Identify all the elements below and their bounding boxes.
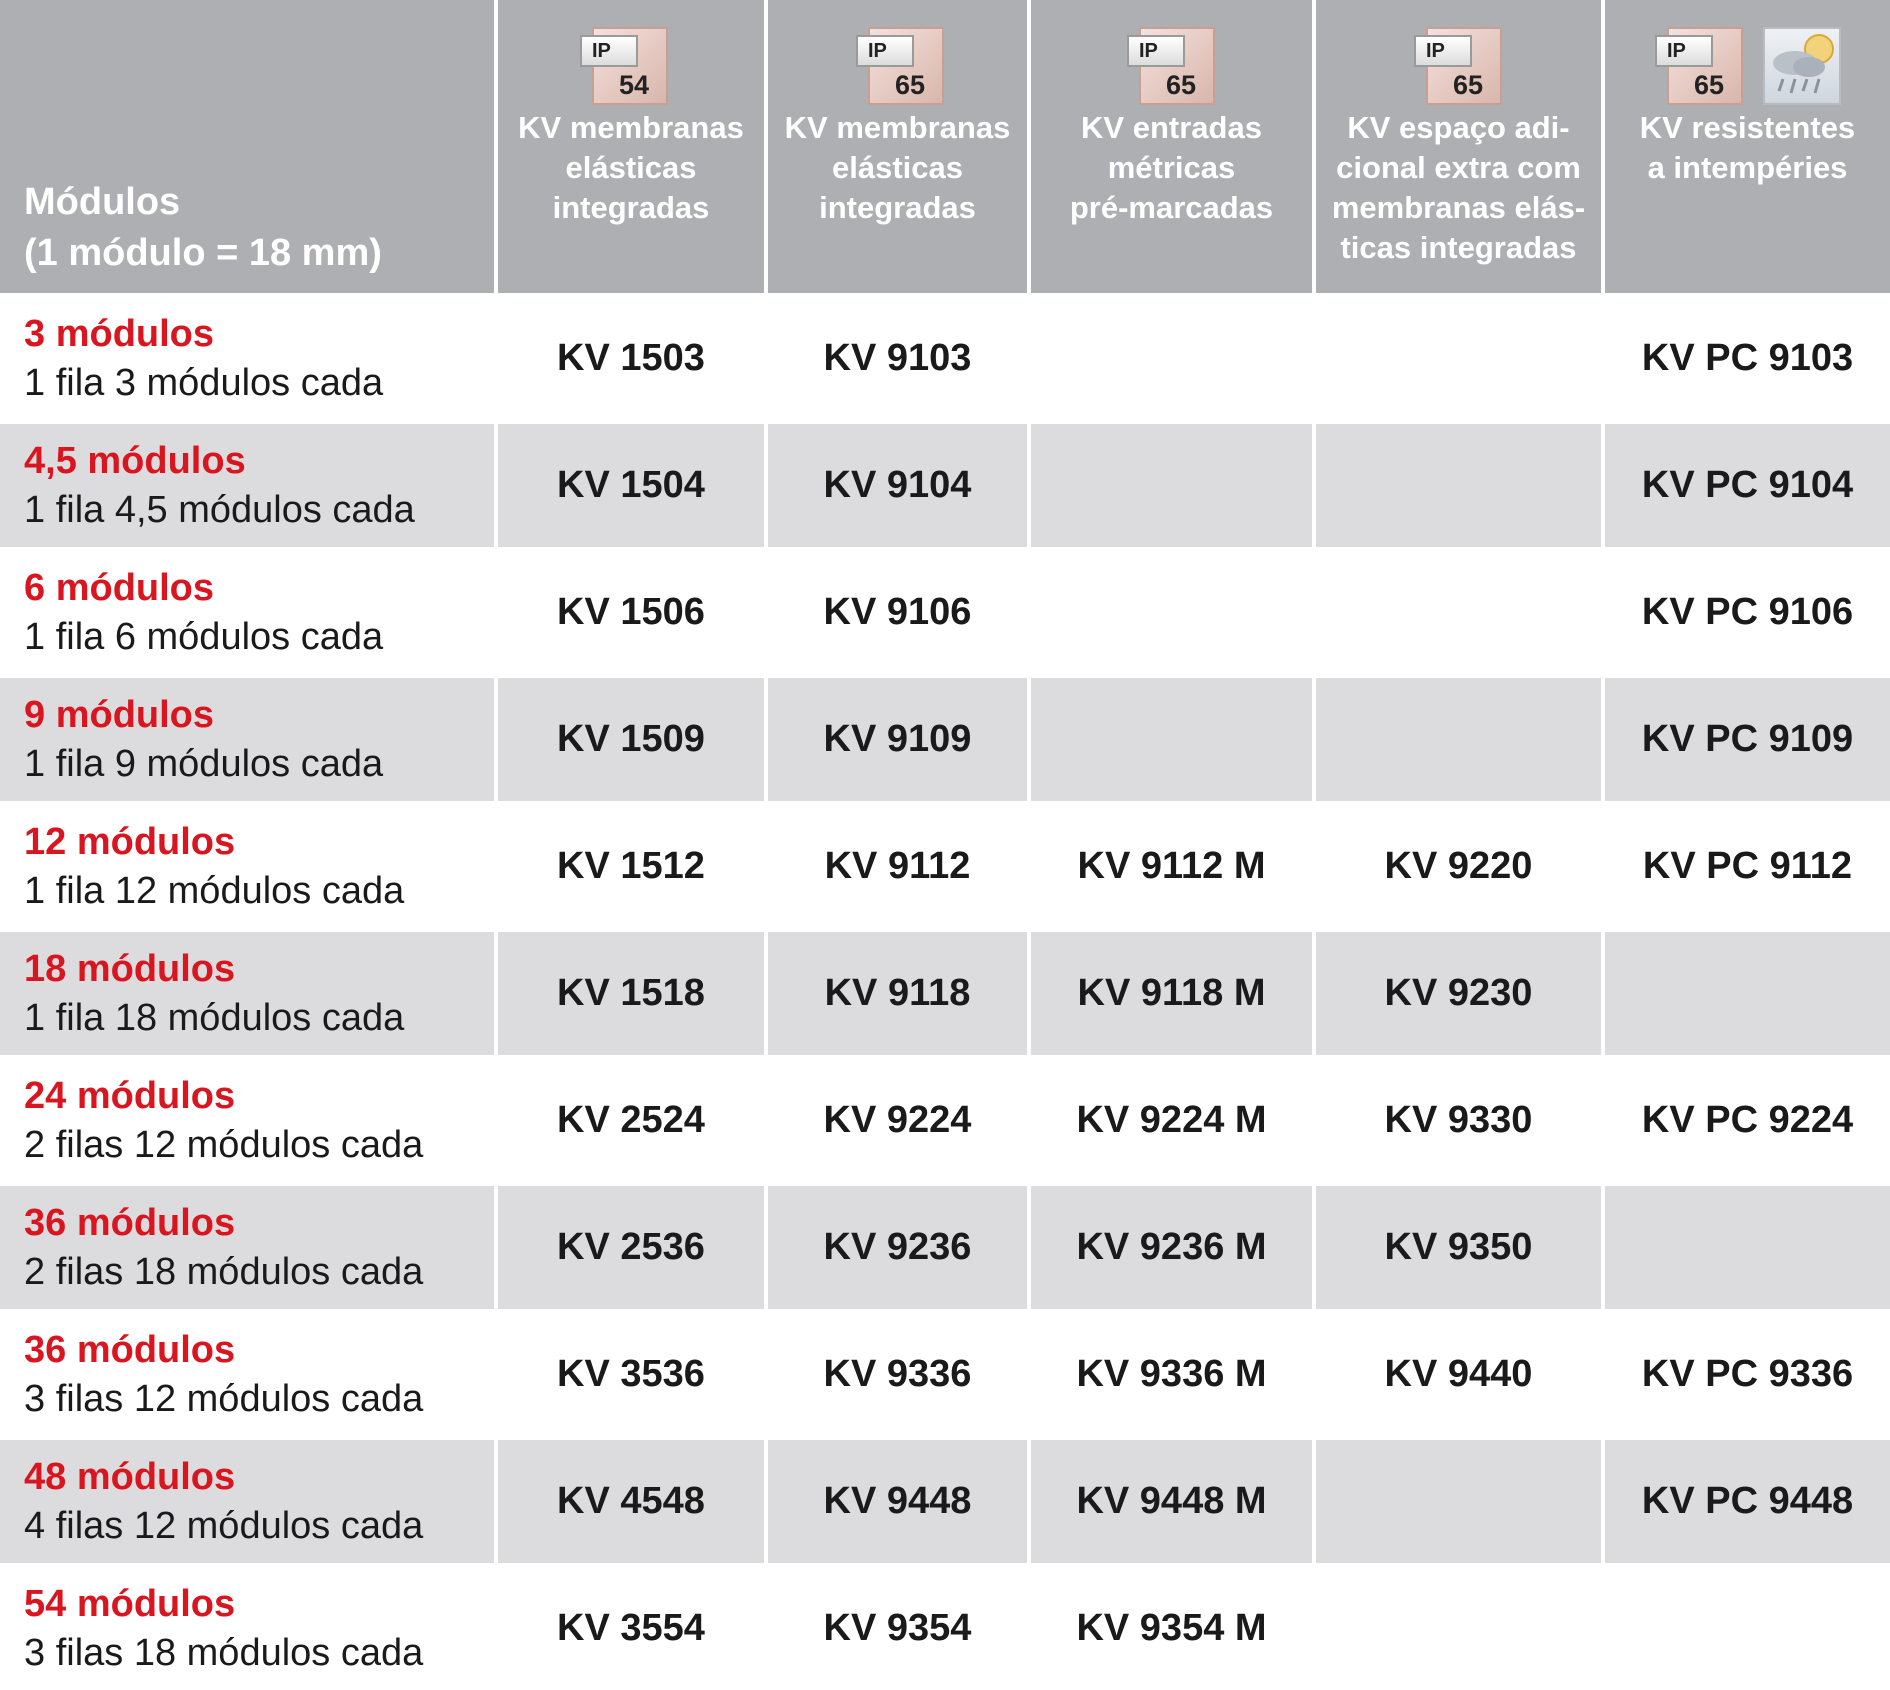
product-code-cell: KV 1509 [494,674,764,801]
module-description: 3 filas 12 módulos cada [24,1377,424,1420]
ip-rating-icon [1127,27,1217,107]
column-title [1605,108,1890,188]
product-code-cell [1312,1563,1601,1690]
module-cell [0,1055,494,1182]
product-code-cell: KV PC 9112 [1601,801,1890,928]
ip-rating-value: 65 [894,70,926,100]
module-description: 3 filas 18 módulos cada [24,1631,424,1674]
ip-rating-value: 65 [1693,70,1725,100]
module-count: 3 módulos [24,312,215,355]
module-cell [0,1309,494,1436]
product-code-cell: KV PC 9106 [1601,547,1890,674]
column-title-line: KV membranas [518,110,744,145]
module-description: 4 filas 12 módulos cada [24,1504,424,1547]
module-count: 24 módulos [24,1074,236,1117]
module-description: 1 fila 18 módulos cada [24,996,405,1039]
table-header [0,0,1890,293]
module-count: 4,5 módulos [24,439,246,482]
module-count: 48 módulos [24,1455,236,1498]
product-code-cell: KV 1518 [494,928,764,1055]
product-code-cell [1027,420,1312,547]
ip-badge-area [768,0,1027,108]
module-description: 1 fila 9 módulos cada [24,742,384,785]
product-code-cell: KV 9440 [1312,1309,1601,1436]
product-code-cell: KV 9330 [1312,1055,1601,1182]
product-code-cell [1601,1563,1890,1690]
weather-sun-rain-icon [1763,27,1841,105]
product-code-cell: KV PC 9336 [1601,1309,1890,1436]
product-code-cell [1027,547,1312,674]
header-modules-subtitle: (1 módulo = 18 mm) [24,232,382,274]
module-count: 54 módulos [24,1582,236,1625]
column-title-line: métricas [1107,150,1236,185]
product-code-cell [1312,293,1601,420]
product-code-cell: KV 9118 [764,928,1027,1055]
ip-rating-icon [580,27,670,107]
product-code-cell [1312,420,1601,547]
product-code-cell: KV 9448 [764,1436,1027,1563]
column-title [498,108,764,228]
product-code-cell [1601,1182,1890,1309]
product-code-cell: KV 1512 [494,801,764,928]
table-row [0,1309,1890,1436]
product-code-cell: KV PC 9103 [1601,293,1890,420]
table-row [0,1436,1890,1563]
ip-rating-value: 65 [1165,70,1197,100]
ip-label: IP [580,35,638,67]
column-title-line: ticas integradas [1340,230,1577,265]
product-code-cell: KV 9106 [764,547,1027,674]
product-code-cell: KV 2536 [494,1182,764,1309]
header-modules [0,0,494,293]
module-count: 18 módulos [24,947,236,990]
module-count: 12 módulos [24,820,236,863]
product-code-cell: KV 9118 M [1027,928,1312,1055]
product-code-cell: KV 9103 [764,293,1027,420]
product-code-cell: KV 9230 [1312,928,1601,1055]
product-code-cell [1312,674,1601,801]
product-code-cell [1312,1436,1601,1563]
ip-badge-area [1031,0,1312,108]
column-title [768,108,1027,228]
column-title-line: elásticas [565,150,697,185]
column-title-line: elásticas [832,150,963,185]
product-code-cell: KV 2524 [494,1055,764,1182]
module-cell [0,674,494,801]
product-code-cell [1027,674,1312,801]
module-count: 6 módulos [24,566,215,609]
table-row [0,1563,1890,1690]
ip-label: IP [856,35,914,67]
product-code-cell: KV 9224 M [1027,1055,1312,1182]
module-cell [0,1436,494,1563]
header-col-1 [494,0,764,293]
table-row [0,1055,1890,1182]
header-modules-title: Módulos [24,181,181,223]
product-code-cell: KV 9109 [764,674,1027,801]
header-col-2 [764,0,1027,293]
column-title-line: integradas [819,190,976,225]
table-row [0,547,1890,674]
product-code-cell: KV 9112 [764,801,1027,928]
product-code-cell: KV 3536 [494,1309,764,1436]
product-code-cell: KV 9448 M [1027,1436,1312,1563]
module-count: 36 módulos [24,1201,236,1244]
module-cell [0,293,494,420]
ip-label: IP [1414,35,1472,67]
product-code-cell: KV 9350 [1312,1182,1601,1309]
ip-rating-icon [856,27,946,107]
product-code-cell [1601,928,1890,1055]
product-code-cell: KV PC 9448 [1601,1436,1890,1563]
table-row [0,801,1890,928]
module-description: 2 filas 18 módulos cada [24,1250,424,1293]
column-title [1031,108,1312,228]
product-code-cell: KV PC 9224 [1601,1055,1890,1182]
module-cell [0,1563,494,1690]
ip-label: IP [1127,35,1185,67]
product-code-cell: KV 9224 [764,1055,1027,1182]
column-title-line: KV resistentes [1639,110,1856,145]
module-cell [0,928,494,1055]
ip-label: IP [1655,35,1713,67]
ip-rating-icon [1414,27,1504,107]
column-title [1316,108,1601,268]
column-title-line: integradas [552,190,710,225]
column-title-line: membranas elás- [1331,190,1586,225]
table-row [0,293,1890,420]
product-code-cell: KV 3554 [494,1563,764,1690]
product-code-cell: KV 1506 [494,547,764,674]
ip-rating-value: 54 [618,70,650,100]
ip-rating-value: 65 [1452,70,1484,100]
product-code-cell: KV PC 9109 [1601,674,1890,801]
module-cell [0,1182,494,1309]
header-col-4 [1312,0,1601,293]
module-cell [0,801,494,928]
ip-badge-area [1605,0,1890,108]
module-description: 1 fila 4,5 módulos cada [24,488,415,531]
column-title-line: KV espaço adi- [1347,110,1570,145]
ip-rating-icon [1655,27,1745,107]
header-row [0,0,1890,293]
product-code-cell: KV 9354 M [1027,1563,1312,1690]
module-description: 1 fila 3 módulos cada [24,361,384,404]
product-code-cell: KV 9220 [1312,801,1601,928]
product-code-cell: KV 1503 [494,293,764,420]
product-code-cell: KV 4548 [494,1436,764,1563]
product-code-cell [1312,547,1601,674]
header-col-3 [1027,0,1312,293]
module-count: 9 módulos [24,693,215,736]
column-title-line: pré-marcadas [1069,190,1274,225]
module-description: 1 fila 12 módulos cada [24,869,405,912]
product-code-cell: KV PC 9104 [1601,420,1890,547]
table-row [0,674,1890,801]
product-code-cell: KV 9336 [764,1309,1027,1436]
ip-badge-area [1316,0,1601,108]
column-title-line: KV entradas [1081,110,1262,145]
ip-badge-area [498,0,764,108]
product-code-cell [1027,293,1312,420]
product-code-cell: KV 9112 M [1027,801,1312,928]
column-title-line: cional extra com [1336,150,1581,185]
column-title-line: KV membranas [784,110,1011,145]
module-description: 1 fila 6 módulos cada [24,615,384,658]
column-title-line: a intempéries [1647,150,1848,185]
table-row [0,928,1890,1055]
product-code-cell: KV 9336 M [1027,1309,1312,1436]
module-count: 36 módulos [24,1328,236,1371]
product-code-cell: KV 9104 [764,420,1027,547]
module-cell [0,420,494,547]
header-col-5 [1601,0,1890,293]
product-code-cell: KV 9236 [764,1182,1027,1309]
product-code-cell: KV 1504 [494,420,764,547]
product-code-cell: KV 9236 M [1027,1182,1312,1309]
module-description: 2 filas 12 módulos cada [24,1123,424,1166]
table-row [0,420,1890,547]
table-row [0,1182,1890,1309]
product-code-cell: KV 9354 [764,1563,1027,1690]
table-body [0,293,1890,1690]
module-cell [0,547,494,674]
